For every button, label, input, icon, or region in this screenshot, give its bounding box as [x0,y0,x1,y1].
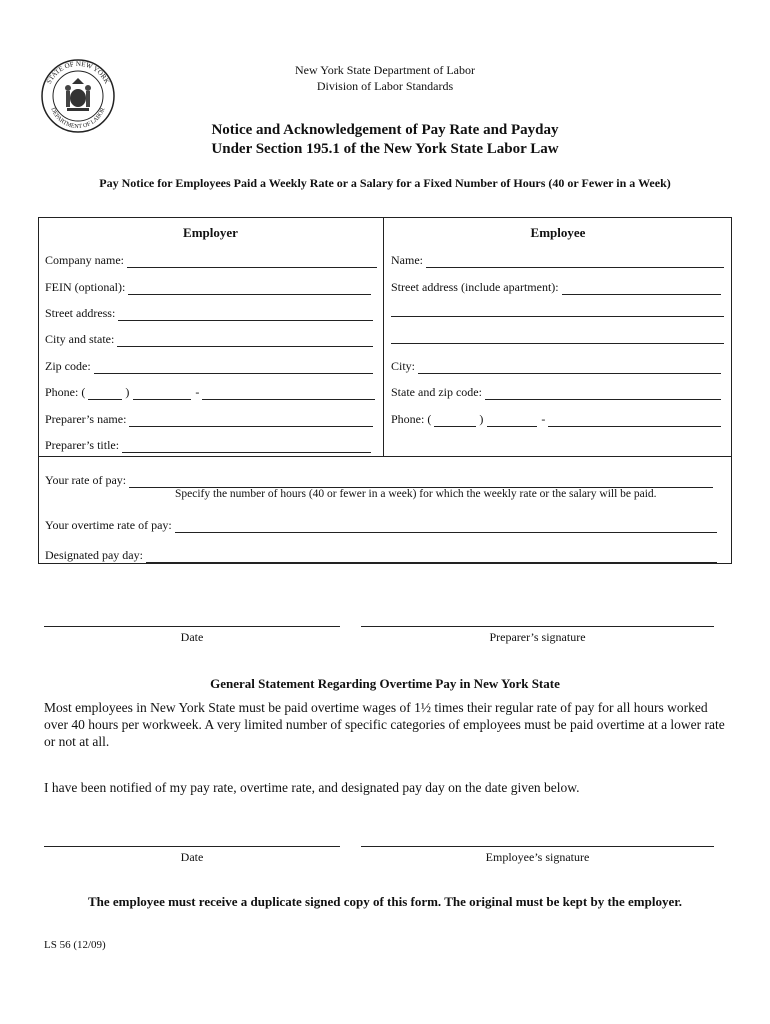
rate-of-pay-field[interactable] [45,473,713,488]
fein-field[interactable] [45,280,371,295]
form-title [0,121,770,159]
company-name-label: Company name: [45,253,124,267]
rate-of-pay-note: Specify the number of hours (40 or fewer in a week) for which the weekly rate or the salary will be paid. [175,488,657,500]
form-title-line1: Notice and Acknowledgement of Pay Rate and Payday [211,122,559,138]
preparer-name-label: Preparer’s name: [45,412,127,426]
employer-zip-line[interactable] [94,363,373,374]
employee-heading: Employee [530,225,586,240]
form-title-line2: Under Section 195.1 of the New York State Labor Law [211,141,559,157]
company-name-field[interactable] [45,253,377,268]
seal-text-top: STATE OF NEW YORK [44,59,112,86]
overtime-rate-line[interactable] [175,522,717,533]
employee-signature-line[interactable] [361,846,714,847]
employee-phone-dash: - [541,412,546,426]
acknowledgement-text: I have been notified of my pay rate, overtime rate, and designated pay day on the date given below. [44,780,580,795]
preparer-date-line[interactable] [44,626,340,627]
preparer-title-label: Preparer’s title: [45,438,120,452]
overtime-statement-heading: General Statement Regarding Overtime Pay in New York State [210,676,560,691]
employer-city-state-label: City and state: [45,332,115,346]
department-name: New York State Department of Labor [295,63,475,77]
employee-state-zip-label: State and zip code: [391,385,482,399]
employer-heading: Employer [183,225,238,240]
employer-phone-field[interactable] [45,385,375,400]
employee-street-line-2[interactable] [391,306,724,317]
employee-street-field[interactable] [391,280,721,295]
employee-signature-label: Employee’s signature [485,850,590,864]
duplicate-copy-notice: The employee must receive a duplicate signed copy of this form. The original must be kept by the employer. [87,894,683,909]
fein-label: FEIN (optional): [45,280,126,294]
employee-name-line[interactable] [426,257,724,268]
employee-date-line[interactable] [44,846,340,847]
employer-phone-area-line[interactable] [88,389,122,400]
employer-phone-label: Phone: ( [45,385,86,399]
preparer-title-field[interactable] [45,438,371,453]
employer-street-line[interactable] [118,310,373,321]
employee-phone-number-line[interactable] [548,416,721,427]
column-divider [383,217,384,456]
pay-day-field[interactable] [45,548,717,563]
section-divider [38,456,732,457]
rate-of-pay-label: Your rate of pay: [45,473,127,487]
preparer-title-line[interactable] [122,442,371,453]
employee-phone-prefix-line[interactable] [487,416,537,427]
employer-phone-prefix-line[interactable] [133,389,191,400]
employer-phone-dash: - [195,385,200,399]
employee-phone-label: Phone: ( [391,412,432,426]
employer-zip-label: Zip code: [45,359,91,373]
form-subtitle: Pay Notice for Employees Paid a Weekly Rate or a Salary for a Fixed Number of Hours (40 or Fewer in a Week) [99,176,671,190]
employee-street-label: Street address (include apartment): [391,280,559,294]
preparer-name-line[interactable] [129,416,373,427]
employee-city-line[interactable] [418,363,721,374]
preparer-name-field[interactable] [45,412,373,427]
preparer-signature-line[interactable] [361,626,714,627]
employer-zip-field[interactable] [45,359,373,374]
company-name-line[interactable] [127,257,377,268]
employer-city-state-field[interactable] [45,332,373,347]
fein-line[interactable] [128,284,371,295]
preparer-signature-label: Preparer’s signature [489,630,586,644]
employee-city-field[interactable] [391,359,721,374]
employer-phone-paren: ) [125,385,130,399]
employee-state-zip-line[interactable] [485,389,721,400]
division-name: Division of Labor Standards [316,79,454,93]
employee-date-label: Date [180,850,204,864]
employee-phone-paren: ) [479,412,484,426]
employer-city-state-line[interactable] [117,336,373,347]
employee-phone-area-line[interactable] [434,416,476,427]
seal-text-bottom: DEPARTMENT OF LABOR [49,107,107,131]
overtime-statement-paragraph: Most employees in New York State must be paid overtime wages of 1½ times their regular rate of pay for all hours worked over 40 hours per workweek. A very limited number of specific categories of employees must be paid overtime at a lower rate or not at all. [44,700,725,749]
rate-of-pay-line[interactable] [129,477,713,488]
preparer-date-label: Date [180,630,204,644]
employer-phone-number-line[interactable] [202,389,375,400]
employee-street-line[interactable] [562,284,721,295]
department-header [0,59,770,94]
overtime-rate-label: Your overtime rate of pay: [45,518,172,532]
employee-city-label: City: [391,359,416,373]
employee-state-zip-field[interactable] [391,385,721,400]
overtime-rate-field[interactable] [45,518,717,533]
employer-street-label: Street address: [45,306,116,320]
employee-street-line-3[interactable] [391,333,724,344]
employee-name-field[interactable] [391,253,724,268]
employee-phone-field[interactable] [391,412,721,427]
form-code: LS 56 (12/09) [44,939,106,951]
employer-street-field[interactable] [45,306,373,321]
pay-day-label: Designated pay day: [45,548,143,562]
employee-name-label: Name: [391,253,423,267]
pay-day-line[interactable] [146,552,717,563]
